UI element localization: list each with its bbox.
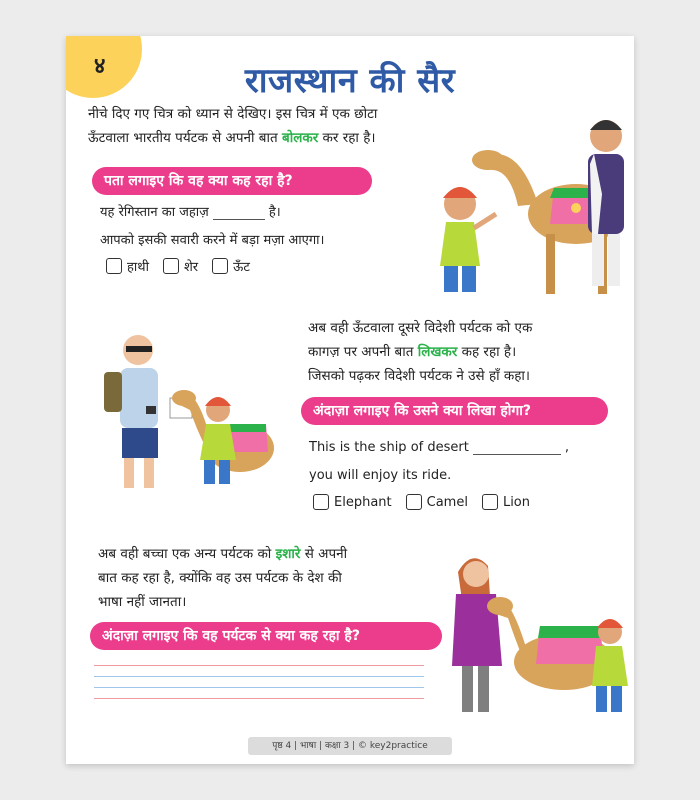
option-haathi[interactable] bbox=[106, 257, 149, 275]
page-title: राजस्थान की सैर bbox=[244, 61, 456, 101]
section3-line1 bbox=[98, 542, 438, 566]
section2-options bbox=[313, 494, 530, 510]
sentence-text: This is the ship of desert bbox=[309, 440, 469, 455]
option-label: ऊँट bbox=[233, 260, 250, 275]
answer-blank[interactable] bbox=[213, 219, 265, 220]
section1-sentence1 bbox=[100, 202, 281, 220]
option-label: Lion bbox=[502, 494, 531, 510]
section1-options bbox=[106, 257, 250, 275]
checkbox[interactable] bbox=[163, 258, 179, 274]
section2-sentence2: you will enjoy its ride. bbox=[309, 468, 452, 483]
section1-line2-text: ऊँटवाला भारतीय पर्यटक से अपनी बात bbox=[88, 130, 282, 146]
section3-line1-end: से अपनी bbox=[300, 546, 348, 562]
section2-line2-text: कागज़ पर अपनी बात bbox=[308, 344, 418, 360]
section3-line3: भाषा नहीं जानता। bbox=[98, 594, 187, 610]
option-sher[interactable] bbox=[163, 257, 198, 275]
writing-line-bottom bbox=[94, 698, 424, 699]
section2-paragraph bbox=[308, 316, 628, 388]
camel-boy-man-illustration bbox=[426, 94, 634, 306]
checkbox[interactable] bbox=[482, 494, 498, 510]
highlight-word-ishare: इशारे bbox=[275, 546, 301, 562]
option-label: Elephant bbox=[334, 494, 392, 510]
section2-line2 bbox=[308, 340, 628, 364]
section3-line1-text: अब वही बच्चा एक अन्य पर्यटक को bbox=[98, 546, 276, 562]
writing-line bbox=[94, 687, 424, 688]
checkbox[interactable] bbox=[313, 494, 329, 510]
answer-blank[interactable] bbox=[473, 454, 561, 455]
option-label: शेर bbox=[183, 260, 199, 275]
section1-sentence2: आपको इसकी सवारी करने में बड़ा मज़ा आएगा। bbox=[100, 233, 325, 248]
section2-sentence1 bbox=[309, 440, 569, 455]
sentence1-end: है। bbox=[268, 205, 281, 220]
checkbox[interactable] bbox=[106, 258, 122, 274]
page-number: ४ bbox=[94, 54, 106, 79]
section2-line3: जिसको पढ़कर विदेशी पर्यटक ने उसे हाँ कहा। bbox=[308, 368, 531, 384]
section2-prompt: अंदाज़ा लगाइए कि उसने क्या लिखा होगा? bbox=[301, 397, 608, 425]
option-label: हाथी bbox=[127, 260, 149, 275]
option-elephant[interactable] bbox=[313, 494, 392, 510]
sentence-end: , bbox=[564, 440, 569, 455]
option-label: Camel bbox=[426, 494, 468, 510]
writing-line-top bbox=[94, 665, 424, 666]
option-lion[interactable] bbox=[482, 494, 530, 510]
highlight-word-likhkar: लिखकर bbox=[417, 344, 458, 360]
worksheet-page bbox=[66, 36, 634, 764]
section2-line2-end: कह रहा है। bbox=[457, 344, 517, 360]
page-footer: पृष्ठ 4 | भाषा | कक्षा 3 | © key2practice bbox=[248, 737, 452, 755]
section1-line1: नीचे दिए गए चित्र को ध्यान से देखिए। इस चित्र में एक छोटा bbox=[88, 106, 378, 122]
woman-camel-boy-illustration bbox=[444, 546, 630, 722]
sentence1-text: यह रेगिस्तान का जहाज़ bbox=[100, 205, 209, 220]
highlight-word-bolkar: बोलकर bbox=[282, 130, 319, 146]
option-oont[interactable] bbox=[212, 257, 250, 275]
tourist-camel-boy-illustration bbox=[90, 328, 276, 498]
writing-line bbox=[94, 676, 424, 677]
section3-prompt: अंदाज़ा लगाइए कि वह पर्यटक से क्या कह रहा है? bbox=[90, 622, 442, 650]
section1-prompt: पता लगाइए कि वह क्या कह रहा है? bbox=[92, 167, 372, 195]
section3-paragraph bbox=[98, 542, 438, 614]
section1-line2-end: कर रहा है। bbox=[318, 130, 376, 146]
checkbox[interactable] bbox=[406, 494, 422, 510]
checkbox[interactable] bbox=[212, 258, 228, 274]
option-camel[interactable] bbox=[406, 494, 468, 510]
section3-line2: बात कह रहा है, क्योंकि वह उस पर्यटक के देश की bbox=[98, 570, 342, 586]
section2-line1: अब वही ऊँटवाला दूसरे विदेशी पर्यटक को एक bbox=[308, 320, 533, 336]
